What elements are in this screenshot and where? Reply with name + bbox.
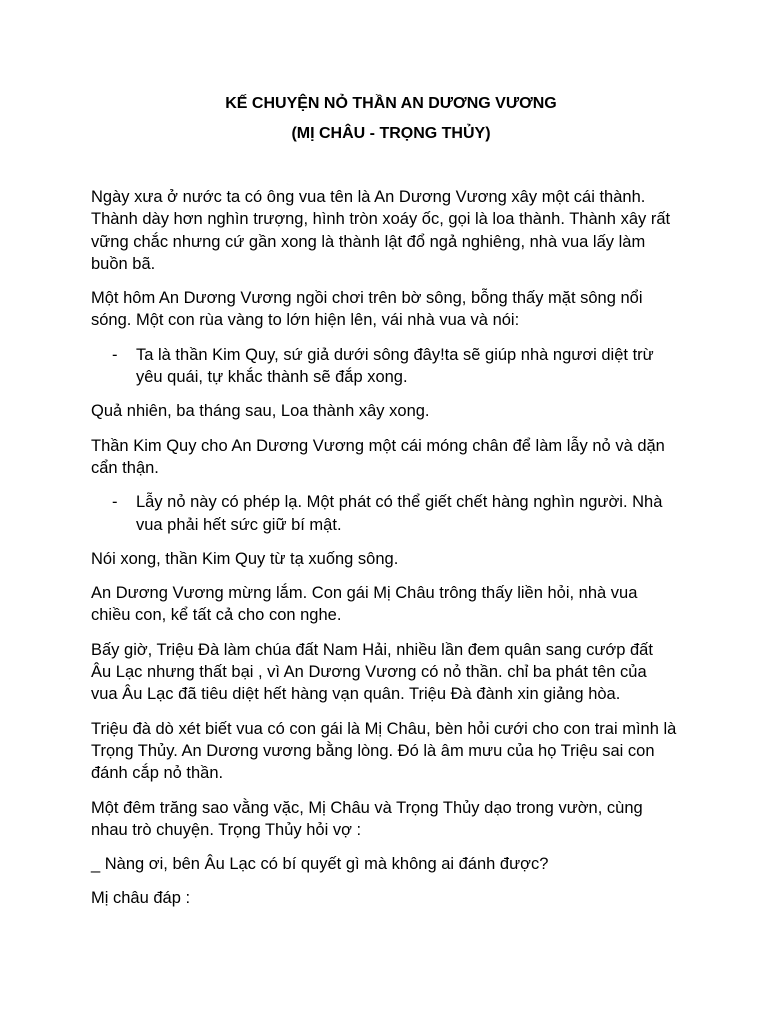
list-item-text: Ta là thần Kim Quy, sứ giả dưới sông đây!ta sẽ giúp nhà ngươi diệt trừ yêu quái, tự khắc thành sẽ đắp xong. xyxy=(136,345,654,387)
list-item xyxy=(91,491,691,536)
list-item-text: Lẫy nỏ này có phép lạ. Một phát có thể giết chết hàng nghìn người. Nhà vua phải hết sức giữ bí mật. xyxy=(136,493,663,534)
paragraph: Nói xong, thần Kim Quy từ tạ xuống sông. xyxy=(91,549,399,568)
dialogue-line: _ Nàng ơi, bên Âu Lạc có bí quyết gì mà không ai đánh được? xyxy=(91,855,549,874)
document-title: KẾ CHUYỆN NỎ THẦN AN DƯƠNG VƯƠNG xyxy=(225,95,557,112)
paragraph: Bấy giờ, Triệu Đà làm chúa đất Nam Hải, nhiều lần đem quân sang cướp đất Âu Lạc nhưng thất bại , vì An Dương Vương có nỏ thần. chỉ ba phát tên của vua Âu Lạc đã tiêu diệt hết hàng vạn quân. Triệu Đà đành xin giảng hòa. xyxy=(91,640,653,704)
list-bullet: - xyxy=(112,493,118,512)
paragraph: Thần Kim Quy cho An Dương Vương một cái móng chân để làm lẫy nỏ và dặn cẩn thận. xyxy=(91,436,665,477)
paragraph: Quả nhiên, ba tháng sau, Loa thành xây xong. xyxy=(91,402,430,421)
paragraph: Triệu đà dò xét biết vua có con gái là Mị Châu, bèn hỏi cưới cho con trai mình là Trọng Thủy. An Dương vương bằng lòng. Đó là âm mưu của họ Triệu sai con đánh cắp nỏ thần. xyxy=(91,719,677,783)
document-subtitle: (MỊ CHÂU - TRỌNG THỦY) xyxy=(291,125,491,142)
paragraph: Một đêm trăng sao vằng vặc, Mị Châu và Trọng Thủy dạo trong vườn, cùng nhau trò chuyện. Trọng Thủy hỏi vợ : xyxy=(91,798,643,839)
list-bullet: - xyxy=(112,345,118,364)
paragraph: An Dương Vương mừng lắm. Con gái Mị Châu trông thấy liền hỏi, nhà vua chiều con, kể tất cả cho con nghe. xyxy=(91,584,638,625)
list-item xyxy=(91,344,691,389)
paragraph: Một hôm An Dương Vương ngồi chơi trên bờ sông, bỗng thấy mặt sông nổi sóng. Một con rùa vàng to lớn hiện lên, vái nhà vua và nói: xyxy=(91,289,643,330)
dialogue-line: Mị châu đáp : xyxy=(91,889,191,908)
document-body xyxy=(91,186,691,910)
document-page xyxy=(91,91,691,922)
paragraph: Ngày xưa ở nước ta có ông vua tên là An Dương Vương xây một cái thành. Thành dày hơn nghìn trượng, hình tròn xoáy ốc, gọi là loa thành. Thành xây rất vững chắc nhưng cứ gần xong là thành lật đổ ngả nghiêng, nhà vua lấy làm buồn bã. xyxy=(91,188,671,273)
